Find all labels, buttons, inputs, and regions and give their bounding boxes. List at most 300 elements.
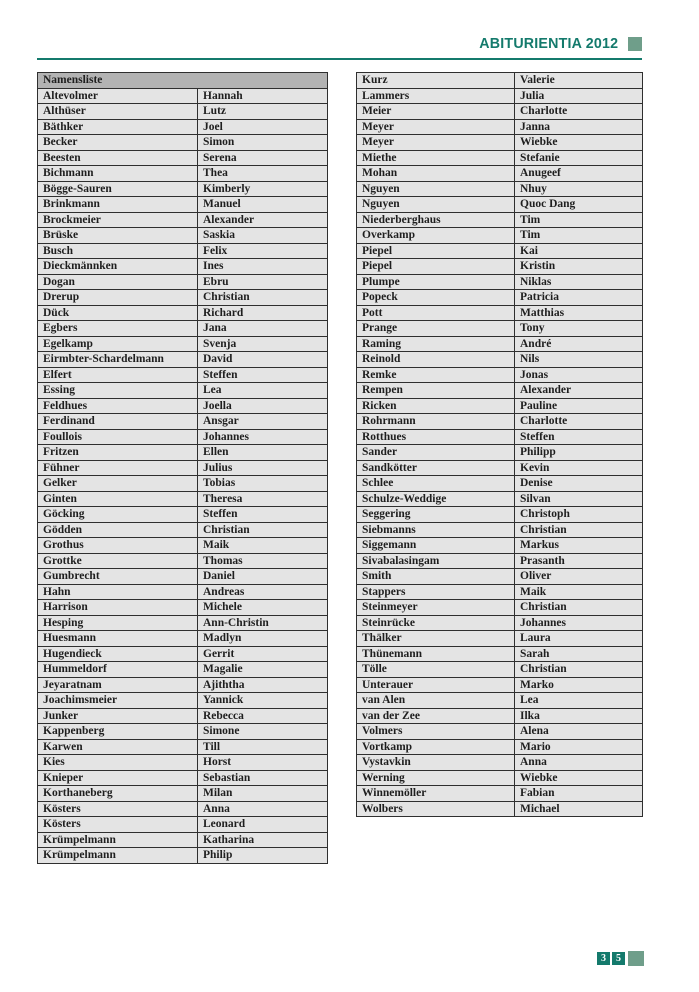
table-row [38, 646, 328, 662]
lastname-cell: Kies [38, 755, 198, 771]
lastname-cell: Brüske [38, 228, 198, 244]
firstname-cell: Christian [198, 522, 328, 538]
table-row [357, 166, 643, 182]
firstname-cell: Christian [515, 600, 643, 616]
firstname-cell: Anugeef [515, 166, 643, 182]
table-row [38, 445, 328, 461]
lastname-cell: Pott [357, 305, 515, 321]
firstname-cell: Thea [198, 166, 328, 182]
lastname-cell: Egbers [38, 321, 198, 337]
lastname-cell: Kösters [38, 801, 198, 817]
firstname-cell: Charlotte [515, 414, 643, 430]
lastname-cell: Kösters [38, 817, 198, 833]
page-number [597, 950, 644, 966]
lastname-cell: Thünemann [357, 646, 515, 662]
firstname-cell: Julia [515, 88, 643, 104]
lastname-cell: Miethe [357, 150, 515, 166]
name-table-right [356, 72, 643, 817]
firstname-cell: Denise [515, 476, 643, 492]
lastname-cell: Dogan [38, 274, 198, 290]
table-row [357, 135, 643, 151]
lastname-cell: Steinrücke [357, 615, 515, 631]
lastname-cell: Bögge-Sauren [38, 181, 198, 197]
table-row [38, 290, 328, 306]
lastname-cell: Meyer [357, 119, 515, 135]
table-row [38, 708, 328, 724]
firstname-cell: Saskia [198, 228, 328, 244]
lastname-cell: Schlee [357, 476, 515, 492]
firstname-cell: Steffen [198, 507, 328, 523]
table-row [357, 553, 643, 569]
table-row [357, 786, 643, 802]
lastname-cell: Lammers [357, 88, 515, 104]
table-row [38, 243, 328, 259]
table-row [357, 770, 643, 786]
firstname-cell: Hannah [198, 88, 328, 104]
lastname-cell: Gödden [38, 522, 198, 538]
table-row [357, 243, 643, 259]
lastname-cell: Tölle [357, 662, 515, 678]
firstname-cell: Prasanth [515, 553, 643, 569]
lastname-cell: Joachimsmeier [38, 693, 198, 709]
firstname-cell: Laura [515, 631, 643, 647]
firstname-cell: Ann-Christin [198, 615, 328, 631]
lastname-cell: Vystavkin [357, 755, 515, 771]
lastname-cell: Fühner [38, 460, 198, 476]
lastname-cell: Drerup [38, 290, 198, 306]
table-row [357, 150, 643, 166]
firstname-cell: Nhuy [515, 181, 643, 197]
firstname-cell: Serena [198, 150, 328, 166]
lastname-cell: Eirmbter-Schardelmann [38, 352, 198, 368]
table-row [357, 476, 643, 492]
table-row [357, 507, 643, 523]
firstname-cell: Tobias [198, 476, 328, 492]
firstname-cell: Katharina [198, 832, 328, 848]
firstname-cell: Simone [198, 724, 328, 740]
firstname-cell: Ebru [198, 274, 328, 290]
lastname-cell: Becker [38, 135, 198, 151]
table-row [38, 662, 328, 678]
firstname-cell: Valerie [515, 73, 643, 89]
firstname-cell: Patricia [515, 290, 643, 306]
table-row [357, 693, 643, 709]
firstname-cell: Wiebke [515, 135, 643, 151]
table-row [38, 615, 328, 631]
lastname-cell: Fritzen [38, 445, 198, 461]
firstname-cell: Joella [198, 398, 328, 414]
firstname-cell: Magalie [198, 662, 328, 678]
lastname-cell: Essing [38, 383, 198, 399]
table-row [357, 662, 643, 678]
page-digit-box: 3 [597, 952, 610, 965]
lastname-cell: van der Zee [357, 708, 515, 724]
firstname-cell: Kristin [515, 259, 643, 275]
table-row [38, 507, 328, 523]
firstname-cell: Kevin [515, 460, 643, 476]
firstname-cell: Daniel [198, 569, 328, 585]
lastname-cell: Meyer [357, 135, 515, 151]
firstname-cell: Jana [198, 321, 328, 337]
table-row [357, 584, 643, 600]
table-row [357, 367, 643, 383]
name-table-right-body [357, 73, 643, 817]
table-row [38, 724, 328, 740]
firstname-cell: Charlotte [515, 104, 643, 120]
table-row [357, 724, 643, 740]
firstname-cell: Horst [198, 755, 328, 771]
table-row [357, 305, 643, 321]
firstname-cell: Thomas [198, 553, 328, 569]
lastname-cell: Smith [357, 569, 515, 585]
lastname-cell: Werning [357, 770, 515, 786]
firstname-cell: Philipp [515, 445, 643, 461]
lastname-cell: Meier [357, 104, 515, 120]
lastname-cell: Harrison [38, 600, 198, 616]
lastname-cell: Sandkötter [357, 460, 515, 476]
table-row [38, 336, 328, 352]
table-header-row [38, 73, 328, 89]
table-row [357, 414, 643, 430]
lastname-cell: Jeyaratnam [38, 677, 198, 693]
firstname-cell: Markus [515, 538, 643, 554]
header-accent-square-icon [628, 37, 642, 51]
lastname-cell: Dieckmännken [38, 259, 198, 275]
lastname-cell: Siebmanns [357, 522, 515, 538]
table-row [38, 398, 328, 414]
firstname-cell: Nils [515, 352, 643, 368]
table-row [357, 398, 643, 414]
firstname-cell: Sebastian [198, 770, 328, 786]
lastname-cell: Altevolmer [38, 88, 198, 104]
table-row [357, 290, 643, 306]
table-row [38, 212, 328, 228]
firstname-cell: Mario [515, 739, 643, 755]
lastname-cell: Piepel [357, 259, 515, 275]
firstname-cell: Gerrit [198, 646, 328, 662]
table-row [38, 817, 328, 833]
firstname-cell: Richard [198, 305, 328, 321]
firstname-cell: Kimberly [198, 181, 328, 197]
table-row [38, 491, 328, 507]
lastname-cell: Piepel [357, 243, 515, 259]
firstname-cell: Michael [515, 801, 643, 817]
lastname-cell: Bäthker [38, 119, 198, 135]
firstname-cell: Jonas [515, 367, 643, 383]
table-row [357, 801, 643, 817]
lastname-cell: Thälker [357, 631, 515, 647]
lastname-cell: Krümpelmann [38, 832, 198, 848]
firstname-cell: Wiebke [515, 770, 643, 786]
table-row [38, 383, 328, 399]
lastname-cell: Egelkamp [38, 336, 198, 352]
firstname-cell: Leonard [198, 817, 328, 833]
table-row [357, 104, 643, 120]
table-row [38, 135, 328, 151]
table-row [357, 228, 643, 244]
firstname-cell: Ines [198, 259, 328, 275]
table-row [38, 414, 328, 430]
firstname-cell: Tim [515, 212, 643, 228]
table-row [38, 88, 328, 104]
firstname-cell: Steffen [198, 367, 328, 383]
table-row [38, 197, 328, 213]
table-row [357, 631, 643, 647]
lastname-cell: Ricken [357, 398, 515, 414]
table-row [357, 600, 643, 616]
firstname-cell: Ajiththa [198, 677, 328, 693]
lastname-cell: Rotthues [357, 429, 515, 445]
firstname-cell: Tim [515, 228, 643, 244]
table-row [357, 538, 643, 554]
firstname-cell: Yannick [198, 693, 328, 709]
firstname-cell: Madlyn [198, 631, 328, 647]
lastname-cell: Vortkamp [357, 739, 515, 755]
table-row [38, 832, 328, 848]
lastname-cell: Rohrmann [357, 414, 515, 430]
firstname-cell: Christian [515, 662, 643, 678]
table-row [357, 708, 643, 724]
footer-accent-square-icon [628, 951, 644, 966]
lastname-cell: Popeck [357, 290, 515, 306]
firstname-cell: Maik [198, 538, 328, 554]
table-row [38, 538, 328, 554]
table-row [357, 646, 643, 662]
lastname-cell: Rempen [357, 383, 515, 399]
table-row [38, 259, 328, 275]
firstname-cell: Ansgar [198, 414, 328, 430]
lastname-cell: Raming [357, 336, 515, 352]
lastname-cell: Karwen [38, 739, 198, 755]
firstname-cell: Alexander [198, 212, 328, 228]
lastname-cell: Winnemöller [357, 786, 515, 802]
lastname-cell: Overkamp [357, 228, 515, 244]
lastname-cell: Busch [38, 243, 198, 259]
lastname-cell: Gumbrecht [38, 569, 198, 585]
table-row [38, 584, 328, 600]
firstname-cell: Theresa [198, 491, 328, 507]
table-row [357, 181, 643, 197]
table-row [357, 336, 643, 352]
firstname-cell: Lea [198, 383, 328, 399]
table-row [38, 693, 328, 709]
table-row [357, 197, 643, 213]
table-row [38, 522, 328, 538]
lastname-cell: Nguyen [357, 197, 515, 213]
lastname-cell: Reinold [357, 352, 515, 368]
table-row [357, 739, 643, 755]
firstname-cell: Steffen [515, 429, 643, 445]
firstname-cell: Simon [198, 135, 328, 151]
table-row [38, 848, 328, 864]
lastname-cell: Althüser [38, 104, 198, 120]
table-row [38, 321, 328, 337]
firstname-cell: Janna [515, 119, 643, 135]
table-row [357, 522, 643, 538]
lastname-cell: Huesmann [38, 631, 198, 647]
table-row [38, 569, 328, 585]
firstname-cell: Quoc Dang [515, 197, 643, 213]
table-row [38, 755, 328, 771]
table-row [357, 383, 643, 399]
firstname-cell: Michele [198, 600, 328, 616]
firstname-cell: Niklas [515, 274, 643, 290]
table-row [38, 739, 328, 755]
firstname-cell: Joel [198, 119, 328, 135]
lastname-cell: Gelker [38, 476, 198, 492]
table-row [357, 274, 643, 290]
firstname-cell: Anna [515, 755, 643, 771]
lastname-cell: Kappenberg [38, 724, 198, 740]
lastname-cell: Bichmann [38, 166, 198, 182]
name-table-left-body [38, 88, 328, 863]
lastname-cell: Dück [38, 305, 198, 321]
firstname-cell: Sarah [515, 646, 643, 662]
lastname-cell: Brockmeier [38, 212, 198, 228]
lastname-cell: Junker [38, 708, 198, 724]
table-row [357, 352, 643, 368]
lastname-cell: Hesping [38, 615, 198, 631]
lastname-cell: Hahn [38, 584, 198, 600]
table-row [357, 445, 643, 461]
lastname-cell: Sivabalasingam [357, 553, 515, 569]
table-row [38, 166, 328, 182]
lastname-cell: Kurz [357, 73, 515, 89]
firstname-cell: Lea [515, 693, 643, 709]
firstname-cell: Ilka [515, 708, 643, 724]
firstname-cell: David [198, 352, 328, 368]
firstname-cell: Matthias [515, 305, 643, 321]
table-row [357, 460, 643, 476]
table-row [357, 321, 643, 337]
firstname-cell: Alexander [515, 383, 643, 399]
table-row [38, 367, 328, 383]
lastname-cell: Korthaneberg [38, 786, 198, 802]
firstname-cell: Alena [515, 724, 643, 740]
lastname-cell: Nguyen [357, 181, 515, 197]
lastname-cell: Knieper [38, 770, 198, 786]
page-digit-box: 5 [612, 952, 625, 965]
firstname-cell: Philip [198, 848, 328, 864]
firstname-cell: Johannes [515, 615, 643, 631]
table-row [38, 770, 328, 786]
firstname-cell: Fabian [515, 786, 643, 802]
lastname-cell: Niederberghaus [357, 212, 515, 228]
lastname-cell: Mohan [357, 166, 515, 182]
firstname-cell: Johannes [198, 429, 328, 445]
table-row [38, 600, 328, 616]
firstname-cell: Tony [515, 321, 643, 337]
firstname-cell: Till [198, 739, 328, 755]
lastname-cell: Krümpelmann [38, 848, 198, 864]
lastname-cell: Brinkmann [38, 197, 198, 213]
lastname-cell: Feldhues [38, 398, 198, 414]
table-row [38, 786, 328, 802]
firstname-cell: Pauline [515, 398, 643, 414]
lastname-cell: Hummeldorf [38, 662, 198, 678]
table-row [357, 491, 643, 507]
table-row [357, 755, 643, 771]
firstname-cell: Manuel [198, 197, 328, 213]
name-table-left [37, 72, 328, 864]
page-title: ABITURIENTIA 2012 [479, 35, 618, 52]
firstname-cell: Marko [515, 677, 643, 693]
table-row [38, 150, 328, 166]
firstname-cell: André [515, 336, 643, 352]
lastname-cell: Siggemann [357, 538, 515, 554]
lastname-cell: Stappers [357, 584, 515, 600]
lastname-cell: Volmers [357, 724, 515, 740]
lastname-cell: Sander [357, 445, 515, 461]
lastname-cell: Unterauer [357, 677, 515, 693]
table-row [38, 476, 328, 492]
header-rule [37, 58, 642, 60]
lastname-cell: Steinmeyer [357, 600, 515, 616]
table-row [357, 569, 643, 585]
lastname-cell: Seggering [357, 507, 515, 523]
firstname-cell: Christian [198, 290, 328, 306]
firstname-cell: Rebecca [198, 708, 328, 724]
table-row [357, 429, 643, 445]
firstname-cell: Christoph [515, 507, 643, 523]
page-header [472, 35, 642, 52]
lastname-cell: Plumpe [357, 274, 515, 290]
lastname-cell: Foullois [38, 429, 198, 445]
table-row [38, 274, 328, 290]
firstname-cell: Stefanie [515, 150, 643, 166]
firstname-cell: Anna [198, 801, 328, 817]
table-row [38, 429, 328, 445]
lastname-cell: Hugendieck [38, 646, 198, 662]
table-row [38, 119, 328, 135]
firstname-cell: Ellen [198, 445, 328, 461]
lastname-cell: Grothus [38, 538, 198, 554]
table-row [357, 88, 643, 104]
table-row [357, 677, 643, 693]
firstname-cell: Lutz [198, 104, 328, 120]
table-row [357, 615, 643, 631]
table-row [38, 553, 328, 569]
lastname-cell: Grottke [38, 553, 198, 569]
firstname-cell: Julius [198, 460, 328, 476]
firstname-cell: Christian [515, 522, 643, 538]
lastname-cell: Schulze-Weddige [357, 491, 515, 507]
firstname-cell: Milan [198, 786, 328, 802]
firstname-cell: Andreas [198, 584, 328, 600]
lastname-cell: van Alen [357, 693, 515, 709]
lastname-cell: Remke [357, 367, 515, 383]
table-row [38, 305, 328, 321]
table-title: Namensliste [38, 73, 328, 89]
firstname-cell: Felix [198, 243, 328, 259]
lastname-cell: Ginten [38, 491, 198, 507]
table-row [38, 677, 328, 693]
table-row [38, 104, 328, 120]
firstname-cell: Kai [515, 243, 643, 259]
table-row [38, 631, 328, 647]
table-row [38, 460, 328, 476]
table-row [357, 212, 643, 228]
lastname-cell: Göcking [38, 507, 198, 523]
table-row [357, 73, 643, 89]
table-row [357, 119, 643, 135]
lastname-cell: Prange [357, 321, 515, 337]
lastname-cell: Wolbers [357, 801, 515, 817]
table-row [38, 228, 328, 244]
firstname-cell: Silvan [515, 491, 643, 507]
table-row [38, 352, 328, 368]
table-row [38, 801, 328, 817]
